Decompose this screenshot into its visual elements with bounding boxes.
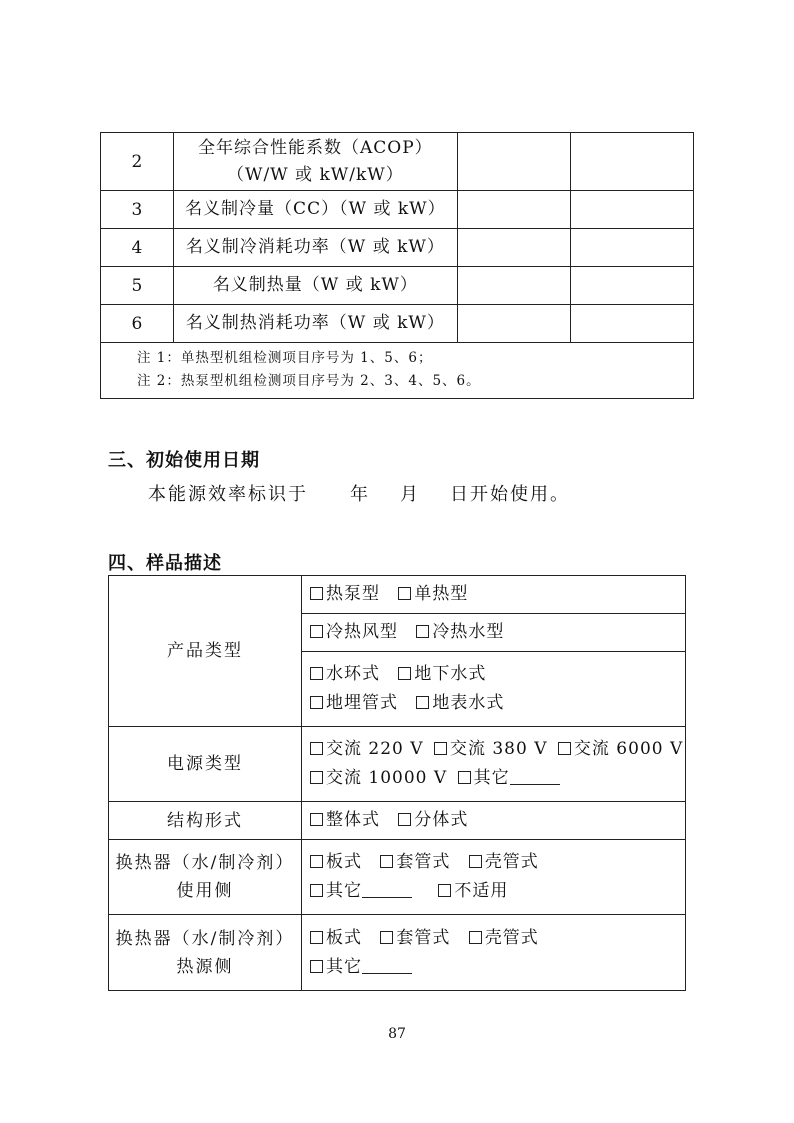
option-plate[interactable]: 板式 (310, 928, 362, 948)
row-number: 2 (101, 133, 174, 191)
year-label: 年 (350, 484, 370, 505)
sample-description-table (108, 575, 686, 991)
table-row (101, 305, 694, 343)
value-cell[interactable] (571, 267, 694, 305)
option-water-loop[interactable]: 水环式 (310, 664, 380, 684)
checkbox-icon[interactable] (416, 696, 429, 709)
product-type-options (302, 576, 686, 614)
table-row (101, 191, 694, 229)
hx-source-side-label: 换热器（水/制冷剂） 热源侧 (109, 915, 302, 991)
option-surface-water[interactable]: 地表水式 (416, 693, 504, 713)
option-ac-10000[interactable]: 交流 10000 V (310, 768, 447, 788)
checkbox-icon[interactable] (380, 855, 393, 868)
value-cell[interactable] (457, 267, 571, 305)
option-heat-pump[interactable]: 热泵型 (310, 584, 380, 604)
option-tube-in-tube[interactable]: 套管式 (380, 852, 450, 872)
notes-cell (101, 343, 694, 399)
checkbox-icon[interactable] (310, 855, 323, 868)
hx-use-side-label: 换热器（水/制冷剂） 使用侧 (109, 840, 302, 915)
structure-options (302, 802, 686, 840)
option-shell-and-tube[interactable]: 壳管式 (469, 928, 539, 948)
option-ac-6000[interactable]: 交流 6000 V (558, 739, 683, 759)
option-air-type[interactable]: 冷热风型 (310, 622, 398, 642)
item-name-line2: （W/W 或 kW/kW） (226, 164, 404, 185)
value-cell[interactable] (571, 229, 694, 267)
power-type-options (302, 727, 686, 802)
option-not-applicable[interactable]: 不适用 (438, 881, 508, 901)
option-other[interactable]: 其它 (310, 881, 412, 901)
section-title-sample-description: 四、样品描述 (108, 553, 222, 574)
option-heating-only[interactable]: 单热型 (398, 584, 468, 604)
option-integral[interactable]: 整体式 (310, 810, 380, 830)
option-groundwater[interactable]: 地下水式 (398, 664, 486, 684)
item-name: 名义制热消耗功率（W 或 kW） (173, 305, 457, 343)
checkbox-icon[interactable] (310, 696, 323, 709)
row-number: 3 (101, 191, 174, 229)
value-cell[interactable] (571, 191, 694, 229)
checkbox-icon[interactable] (380, 931, 393, 944)
value-cell[interactable] (457, 305, 571, 343)
table-row (101, 267, 694, 305)
option-ground-loop[interactable]: 地埋管式 (310, 693, 398, 713)
value-cell[interactable] (457, 133, 571, 191)
item-name: 名义制热量（W 或 kW） (173, 267, 457, 305)
power-type-label: 电源类型 (109, 727, 302, 802)
checkbox-icon[interactable] (310, 813, 323, 826)
table-row (109, 802, 686, 840)
note-1: 注 1：单热型机组检测项目序号为 1、5、6； (137, 350, 433, 366)
option-shell-and-tube[interactable]: 壳管式 (469, 852, 539, 872)
table-row (101, 133, 694, 191)
checkbox-icon[interactable] (310, 742, 323, 755)
item-name (173, 133, 457, 191)
value-cell[interactable] (571, 305, 694, 343)
initial-use-date-line (148, 480, 570, 506)
checkbox-icon[interactable] (458, 771, 471, 784)
hx-use-side-options (302, 840, 686, 915)
option-ac-380[interactable]: 交流 380 V (434, 739, 548, 759)
checkbox-icon[interactable] (469, 931, 482, 944)
checkbox-icon[interactable] (310, 960, 323, 973)
product-type-options (302, 652, 686, 727)
checkbox-icon[interactable] (310, 667, 323, 680)
other-input-line[interactable] (510, 770, 560, 785)
product-type-options (302, 614, 686, 652)
checkbox-icon[interactable] (310, 884, 323, 897)
date-line-prefix: 本能源效率标识于 (148, 484, 308, 505)
note-2: 注 2：热泵型机组检测项目序号为 2、3、4、5、6。 (137, 373, 481, 389)
page-number: 87 (388, 1026, 406, 1042)
checkbox-icon[interactable] (398, 587, 411, 600)
table-row (109, 727, 686, 802)
option-ac-220[interactable]: 交流 220 V (310, 739, 424, 759)
value-cell[interactable] (571, 133, 694, 191)
product-type-label: 产品类型 (109, 576, 302, 727)
checkbox-icon[interactable] (434, 742, 447, 755)
checkbox-icon[interactable] (310, 625, 323, 638)
checkbox-icon[interactable] (310, 771, 323, 784)
checkbox-icon[interactable] (416, 625, 429, 638)
value-cell[interactable] (457, 191, 571, 229)
option-other-power[interactable]: 其它 (458, 768, 560, 788)
table-row (109, 840, 686, 915)
table-row (101, 229, 694, 267)
hx-source-side-options (302, 915, 686, 991)
checkbox-icon[interactable] (558, 742, 571, 755)
row-number: 6 (101, 305, 174, 343)
section-title-initial-use-date: 三、初始使用日期 (108, 450, 260, 471)
row-number: 4 (101, 229, 174, 267)
option-tube-in-tube[interactable]: 套管式 (380, 928, 450, 948)
checkbox-icon[interactable] (310, 587, 323, 600)
item-name-line1: 全年综合性能系数（ACOP） (198, 137, 433, 158)
table-row (109, 915, 686, 991)
other-input-line[interactable] (362, 883, 412, 898)
checkbox-icon[interactable] (398, 667, 411, 680)
checkbox-icon[interactable] (398, 813, 411, 826)
option-split[interactable]: 分体式 (398, 810, 468, 830)
option-other[interactable]: 其它 (310, 957, 412, 977)
other-input-line[interactable] (362, 959, 412, 974)
item-name: 名义制冷量（CC）（W 或 kW） (173, 191, 457, 229)
test-items-table (100, 132, 694, 399)
date-line-suffix: 日开始使用。 (450, 484, 570, 505)
notes-row (101, 343, 694, 399)
checkbox-icon[interactable] (469, 855, 482, 868)
option-water-type[interactable]: 冷热水型 (416, 622, 504, 642)
value-cell[interactable] (457, 229, 571, 267)
structure-label: 结构形式 (109, 802, 302, 840)
checkbox-icon[interactable] (438, 884, 451, 897)
row-number: 5 (101, 267, 174, 305)
item-name: 名义制冷消耗功率（W 或 kW） (173, 229, 457, 267)
table-row (109, 576, 686, 614)
option-plate[interactable]: 板式 (310, 852, 362, 872)
month-label: 月 (400, 484, 420, 505)
checkbox-icon[interactable] (310, 931, 323, 944)
